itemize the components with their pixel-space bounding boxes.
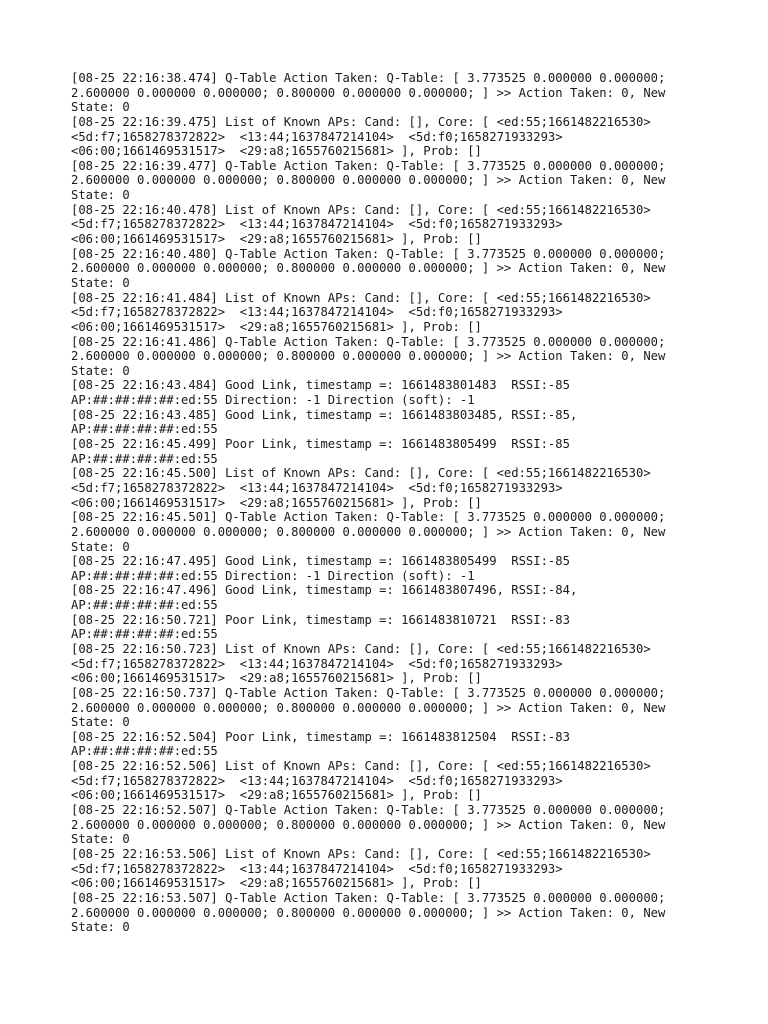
- log-line: [08-25 22:16:53.507] Q-Table Action Taken: Q-Table: [ 3.773525 0.000000 0.000000;: [71, 890, 666, 905]
- log-line: State: 0: [71, 832, 130, 847]
- log-line: State: 0: [71, 188, 130, 203]
- log-line: State: 0: [71, 920, 130, 935]
- log-line: [08-25 22:16:39.475] List of Known APs: Cand: [], Core: [ <ed:55;1661482216530>: [71, 114, 651, 129]
- log-line: AP:##:##:##:##:ed:55: [71, 451, 218, 466]
- log-line: <06:00;1661469531517> <29:a8;1655760215681> ], Prob: []: [71, 319, 482, 334]
- log-document: [71, 71, 701, 935]
- log-line: AP:##:##:##:##:ed:55: [71, 744, 218, 759]
- log-line: [08-25 22:16:45.499] Poor Link, timestamp =: 1661483805499 RSSI:-85: [71, 437, 570, 452]
- log-line: <5d:f7;1658278372822> <13:44;1637847214104> <5d:f0;1658271933293>: [71, 480, 563, 495]
- log-line: AP:##:##:##:##:ed:55: [71, 598, 218, 613]
- log-line: <06:00;1661469531517> <29:a8;1655760215681> ], Prob: []: [71, 232, 482, 247]
- log-line: [08-25 22:16:52.506] List of Known APs: Cand: [], Core: [ <ed:55;1661482216530>: [71, 759, 651, 774]
- log-line: State: 0: [71, 275, 130, 290]
- log-line: [08-25 22:16:50.721] Poor Link, timestamp =: 1661483810721 RSSI:-83: [71, 612, 570, 627]
- log-line: AP:##:##:##:##:ed:55: [71, 627, 218, 642]
- log-line: [08-25 22:16:43.485] Good Link, timestamp =: 1661483803485, RSSI:-85,: [71, 407, 578, 422]
- log-line: [08-25 22:16:41.486] Q-Table Action Taken: Q-Table: [ 3.773525 0.000000 0.000000;: [71, 334, 666, 349]
- log-line: State: 0: [71, 100, 130, 115]
- log-line: <5d:f7;1658278372822> <13:44;1637847214104> <5d:f0;1658271933293>: [71, 217, 563, 232]
- log-line: <5d:f7;1658278372822> <13:44;1637847214104> <5d:f0;1658271933293>: [71, 129, 563, 144]
- log-line: [08-25 22:16:52.504] Poor Link, timestamp =: 1661483812504 RSSI:-83: [71, 729, 570, 744]
- log-line: AP:##:##:##:##:ed:55 Direction: -1 Direction (soft): -1: [71, 568, 475, 583]
- log-line: 2.600000 0.000000 0.000000; 0.800000 0.000000 0.000000; ] >> Action Taken: 0, New: [71, 524, 666, 539]
- log-line: 2.600000 0.000000 0.000000; 0.800000 0.000000 0.000000; ] >> Action Taken: 0, New: [71, 85, 666, 100]
- log-line: [08-25 22:16:41.484] List of Known APs: Cand: [], Core: [ <ed:55;1661482216530>: [71, 290, 651, 305]
- log-line: State: 0: [71, 539, 130, 554]
- log-line: <5d:f7;1658278372822> <13:44;1637847214104> <5d:f0;1658271933293>: [71, 773, 563, 788]
- log-line: [08-25 22:16:43.484] Good Link, timestamp =: 1661483801483 RSSI:-85: [71, 378, 570, 393]
- log-line: [08-25 22:16:50.723] List of Known APs: Cand: [], Core: [ <ed:55;1661482216530>: [71, 641, 651, 656]
- log-line: [08-25 22:16:45.501] Q-Table Action Taken: Q-Table: [ 3.773525 0.000000 0.000000;: [71, 510, 666, 525]
- log-line: 2.600000 0.000000 0.000000; 0.800000 0.000000 0.000000; ] >> Action Taken: 0, New: [71, 817, 666, 832]
- log-line: AP:##:##:##:##:ed:55 Direction: -1 Direction (soft): -1: [71, 393, 475, 408]
- log-line: [08-25 22:16:47.495] Good Link, timestamp =: 1661483805499 RSSI:-85: [71, 554, 570, 569]
- log-line: [08-25 22:16:39.477] Q-Table Action Taken: Q-Table: [ 3.773525 0.000000 0.000000;: [71, 158, 666, 173]
- log-line: AP:##:##:##:##:ed:55: [71, 422, 218, 437]
- log-line: <06:00;1661469531517> <29:a8;1655760215681> ], Prob: []: [71, 788, 482, 803]
- log-line: [08-25 22:16:40.480] Q-Table Action Taken: Q-Table: [ 3.773525 0.000000 0.000000;: [71, 246, 666, 261]
- log-line: [08-25 22:16:53.506] List of Known APs: Cand: [], Core: [ <ed:55;1661482216530>: [71, 846, 651, 861]
- log-line: [08-25 22:16:50.737] Q-Table Action Taken: Q-Table: [ 3.773525 0.000000 0.000000;: [71, 685, 666, 700]
- log-line: <5d:f7;1658278372822> <13:44;1637847214104> <5d:f0;1658271933293>: [71, 656, 563, 671]
- log-line: [08-25 22:16:45.500] List of Known APs: Cand: [], Core: [ <ed:55;1661482216530>: [71, 466, 651, 481]
- log-line: 2.600000 0.000000 0.000000; 0.800000 0.000000 0.000000; ] >> Action Taken: 0, New: [71, 905, 666, 920]
- log-line: <06:00;1661469531517> <29:a8;1655760215681> ], Prob: []: [71, 495, 482, 510]
- log-line: 2.600000 0.000000 0.000000; 0.800000 0.000000 0.000000; ] >> Action Taken: 0, New: [71, 349, 666, 364]
- log-line: 2.600000 0.000000 0.000000; 0.800000 0.000000 0.000000; ] >> Action Taken: 0, New: [71, 173, 666, 188]
- log-line: <5d:f7;1658278372822> <13:44;1637847214104> <5d:f0;1658271933293>: [71, 305, 563, 320]
- log-line: [08-25 22:16:40.478] List of Known APs: Cand: [], Core: [ <ed:55;1661482216530>: [71, 202, 651, 217]
- log-line: 2.600000 0.000000 0.000000; 0.800000 0.000000 0.000000; ] >> Action Taken: 0, New: [71, 261, 666, 276]
- log-line: <06:00;1661469531517> <29:a8;1655760215681> ], Prob: []: [71, 671, 482, 686]
- log-line: State: 0: [71, 715, 130, 730]
- log-line: <06:00;1661469531517> <29:a8;1655760215681> ], Prob: []: [71, 144, 482, 159]
- log-line: [08-25 22:16:47.496] Good Link, timestamp =: 1661483807496, RSSI:-84,: [71, 583, 578, 598]
- log-line: <5d:f7;1658278372822> <13:44;1637847214104> <5d:f0;1658271933293>: [71, 861, 563, 876]
- log-line: 2.600000 0.000000 0.000000; 0.800000 0.000000 0.000000; ] >> Action Taken: 0, New: [71, 700, 666, 715]
- log-line: <06:00;1661469531517> <29:a8;1655760215681> ], Prob: []: [71, 876, 482, 891]
- log-line: State: 0: [71, 363, 130, 378]
- log-line: [08-25 22:16:52.507] Q-Table Action Taken: Q-Table: [ 3.773525 0.000000 0.000000;: [71, 803, 666, 818]
- log-line: [08-25 22:16:38.474] Q-Table Action Taken: Q-Table: [ 3.773525 0.000000 0.000000;: [71, 71, 666, 85]
